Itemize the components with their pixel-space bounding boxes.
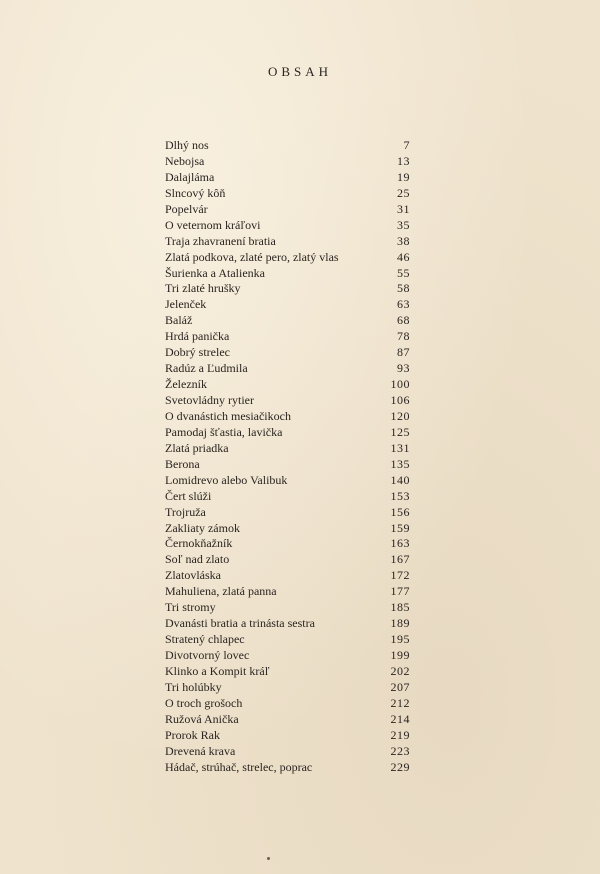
- toc-entry: [165, 473, 410, 489]
- toc-entry-page-number: 135: [390, 456, 410, 471]
- toc-entry-title: Slncový kôň: [165, 185, 226, 200]
- toc-entry-page-number: 177: [390, 584, 410, 599]
- toc-entry: [165, 329, 410, 345]
- toc-entry: [165, 441, 410, 457]
- toc-entry: [165, 266, 410, 282]
- toc-entry-title: Soľ nad zlato: [165, 552, 230, 567]
- toc-entry-page-number: 219: [390, 727, 410, 742]
- toc-entry: [165, 712, 410, 728]
- toc-entry: [165, 154, 410, 170]
- toc-entry-title: Tri stromy: [165, 600, 216, 615]
- toc-entry-title: Ružová Anička: [165, 711, 239, 726]
- page-title: OBSAH: [267, 64, 333, 79]
- toc-entry: [165, 186, 410, 202]
- toc-entry: [165, 680, 410, 696]
- toc-entry-page-number: 31: [397, 201, 410, 216]
- toc-entry: [165, 313, 410, 329]
- toc-entry: [165, 457, 410, 473]
- toc-entry-page-number: 163: [390, 536, 410, 551]
- toc-entry-page-number: 68: [397, 313, 410, 328]
- toc-entry: [165, 616, 410, 632]
- toc-entry-page-number: 189: [390, 616, 410, 631]
- toc-entry-page-number: 207: [390, 679, 410, 694]
- toc-entry-title: Prorok Rak: [165, 727, 220, 742]
- toc-entry: [165, 505, 410, 521]
- toc-entry-title: Tri holúbky: [165, 679, 222, 694]
- toc-entry: [165, 409, 410, 425]
- toc-entry-page-number: 7: [403, 138, 410, 152]
- toc-entry-title: Radúz a Ľudmila: [165, 361, 248, 376]
- toc-entry-page-number: 13: [397, 153, 410, 168]
- toc-entry-page-number: 63: [397, 297, 410, 312]
- toc-entry-page-number: 78: [397, 329, 410, 344]
- toc-entry: [165, 393, 410, 409]
- toc-entry-title: Trojruža: [165, 504, 206, 519]
- table-of-contents: [165, 138, 410, 776]
- toc-entry: [165, 552, 410, 568]
- toc-entry-page-number: 125: [390, 424, 410, 439]
- toc-entry: [165, 361, 410, 377]
- toc-entry-page-number: 87: [397, 345, 410, 360]
- toc-entry-page-number: 58: [397, 281, 410, 296]
- toc-entry-title: O troch grošoch: [165, 695, 243, 710]
- toc-entry-title: Zlatá podkova, zlaté pero, zlatý vlas: [165, 249, 339, 264]
- toc-entry-title: Stratený chlapec: [165, 632, 245, 647]
- toc-entry-page-number: 185: [390, 600, 410, 615]
- toc-entry: [165, 600, 410, 616]
- toc-entry-page-number: 25: [397, 185, 410, 200]
- toc-entry-page-number: 46: [397, 249, 410, 264]
- toc-entry: [165, 234, 410, 250]
- toc-entry-title: Dvanásti bratia a trinásta sestra: [165, 616, 315, 631]
- toc-entry-page-number: 172: [390, 568, 410, 583]
- toc-entry-title: O dvanástich mesiačikoch: [165, 408, 291, 423]
- toc-entry-title: Tri zlaté hrušky: [165, 281, 241, 296]
- toc-entry: [165, 138, 410, 154]
- toc-entry-title: Nebojsa: [165, 153, 205, 168]
- toc-entry-title: Divotvorný lovec: [165, 648, 250, 662]
- toc-entry-page-number: 93: [397, 361, 410, 376]
- toc-entry-page-number: 167: [390, 552, 410, 567]
- toc-entry-page-number: 214: [390, 711, 410, 726]
- toc-entry-title: Dlhý nos: [165, 138, 209, 152]
- toc-entry: [165, 696, 410, 712]
- toc-entry: [165, 377, 410, 393]
- toc-entry: [165, 250, 410, 266]
- toc-entry-title: Zlatovláska: [165, 568, 221, 583]
- toc-entry-page-number: 156: [390, 504, 410, 519]
- toc-entry-title: Mahuliena, zlatá panna: [165, 584, 277, 599]
- toc-entry-title: Železník: [165, 377, 207, 392]
- toc-entry-page-number: 153: [390, 488, 410, 503]
- toc-entry-page-number: 131: [390, 440, 410, 455]
- toc-entry: [165, 281, 410, 297]
- toc-entry-title: Traja zhavranení bratia: [165, 233, 276, 248]
- toc-entry: [165, 568, 410, 584]
- toc-entry-title: Čert slúži: [165, 488, 212, 503]
- toc-entry: [165, 345, 410, 361]
- toc-entry-title: Klinko a Kompit kráľ: [165, 663, 270, 678]
- toc-entry-page-number: 38: [397, 233, 410, 248]
- toc-entry: [165, 632, 410, 648]
- toc-entry: [165, 170, 410, 186]
- toc-entry-page-number: 140: [390, 472, 410, 487]
- toc-entry: [165, 648, 410, 664]
- toc-entry: [165, 584, 410, 600]
- toc-entry-title: Pamodaj šťastia, lavička: [165, 424, 283, 439]
- toc-entry-title: Baláž: [165, 313, 193, 328]
- toc-entry-page-number: 202: [390, 663, 410, 678]
- toc-entry: [165, 425, 410, 441]
- toc-entry-page-number: 159: [390, 520, 410, 535]
- toc-entry-page-number: 120: [390, 408, 410, 423]
- toc-entry-page-number: 229: [390, 759, 410, 774]
- toc-entry-page-number: 223: [390, 743, 410, 758]
- toc-entry-page-number: 212: [390, 695, 410, 710]
- toc-entry: [165, 728, 410, 744]
- toc-entry: [165, 297, 410, 313]
- toc-entry-title: Jelenček: [165, 297, 207, 312]
- toc-entry: [165, 521, 410, 537]
- toc-entry: [165, 536, 410, 552]
- toc-entry: [165, 489, 410, 505]
- toc-entry-title: Hrdá panička: [165, 329, 230, 344]
- toc-entry-page-number: 35: [397, 217, 410, 232]
- toc-entry-page-number: 19: [397, 169, 410, 184]
- toc-entry-title: Drevená krava: [165, 743, 236, 758]
- toc-entry-title: Dalajláma: [165, 169, 215, 184]
- toc-entry-title: Berona: [165, 456, 200, 471]
- toc-entry-title: Svetovládny rytier: [165, 393, 254, 407]
- toc-entry-page-number: 199: [390, 648, 410, 662]
- toc-entry-title: Lomidrevo alebo Valibuk: [165, 472, 288, 487]
- toc-entry-title: Zakliaty zámok: [165, 520, 240, 535]
- toc-entry-title: Hádač, strúhač, strelec, poprac: [165, 759, 313, 774]
- toc-entry: [165, 664, 410, 680]
- page-mark: [267, 857, 270, 860]
- toc-entry-title: Černokňažník: [165, 536, 233, 551]
- toc-entry-title: Zlatá priadka: [165, 440, 229, 455]
- toc-entry-page-number: 106: [390, 393, 410, 407]
- toc-entry: [165, 760, 410, 776]
- toc-entry-title: Dobrý strelec: [165, 345, 230, 360]
- toc-entry: [165, 202, 410, 218]
- toc-entry-page-number: 55: [397, 265, 410, 280]
- toc-entry-title: Popelvár: [165, 201, 208, 216]
- toc-entry-title: Šurienka a Atalienka: [165, 265, 265, 280]
- toc-entry-page-number: 100: [390, 377, 410, 392]
- toc-entry-page-number: 195: [390, 632, 410, 647]
- toc-entry: [165, 218, 410, 234]
- toc-entry-title: O veternom kráľovi: [165, 217, 261, 232]
- toc-entry: [165, 744, 410, 760]
